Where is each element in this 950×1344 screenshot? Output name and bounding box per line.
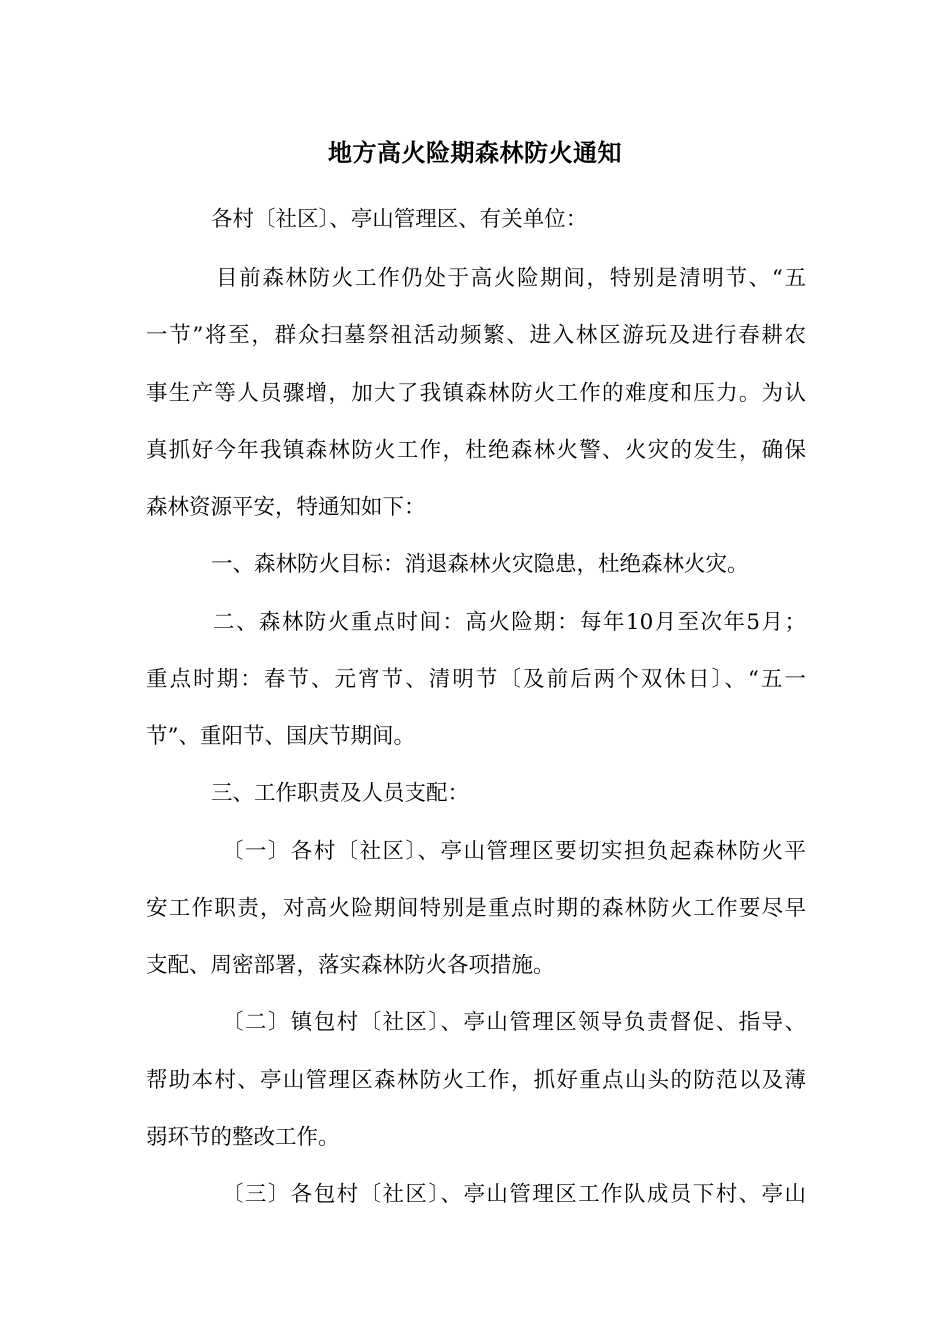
paragraph-line: 〔三〕各包村〔社区〕、亭山管理区工作队成员下村、亭山 — [222, 1182, 806, 1207]
paragraph-line: 〔二〕镇包村〔社区〕、亭山管理区领导负责督促、指导、 — [222, 1010, 806, 1035]
paragraph-line: 森林资源平安，特通知如下： — [146, 495, 426, 520]
salutation: 各村〔社区〕、亭山管理区、有关单位： — [211, 207, 588, 232]
paragraph-line: 二、森林防火重点时间：高火险期：每年10月至次年5月； — [213, 610, 806, 635]
paragraph-line: 弱环节的整改工作。 — [146, 1125, 340, 1150]
paragraph-line: 帮助本村、亭山管理区森林防火工作，抓好重点山头的防范以及薄 — [146, 1068, 806, 1093]
paragraph-line: 安工作职责，对高火险期间特别是重点时期的森林防火工作要尽早 — [146, 896, 806, 921]
paragraph-line: 重点时期：春节、元宵节、清明节〔及前后两个双休日〕、“五一 — [146, 667, 806, 692]
paragraph-line: 一节”将至，群众扫墓祭祖活动频繁、进入林区游玩及进行春耕农 — [146, 323, 806, 348]
paragraph-line: 节”、重阳节、国庆节期间。 — [146, 724, 415, 749]
paragraph-line: 目前森林防火工作仍处于高火险期间，特别是清明节、“五 — [216, 266, 806, 291]
paragraph-line: 真抓好今年我镇森林防火工作，杜绝森林火警、火灾的发生，确保 — [146, 438, 806, 463]
paragraph-line: 三、工作职责及人员支配： — [211, 781, 470, 806]
document-title: 地方高火险期森林防火通知 — [328, 139, 622, 167]
paragraph-line: 支配、周密部署，落实森林防火各项措施。 — [146, 953, 555, 978]
paragraph-line: 事生产等人员骤增，加大了我镇森林防火工作的难度和压力。为认 — [146, 381, 806, 406]
paragraph-line: 〔一〕各村〔社区〕、亭山管理区要切实担负起森林防火平 — [222, 839, 806, 864]
paragraph-line: 一、森林防火目标：消退森林火灾隐患，杜绝森林火灾。 — [211, 552, 749, 577]
